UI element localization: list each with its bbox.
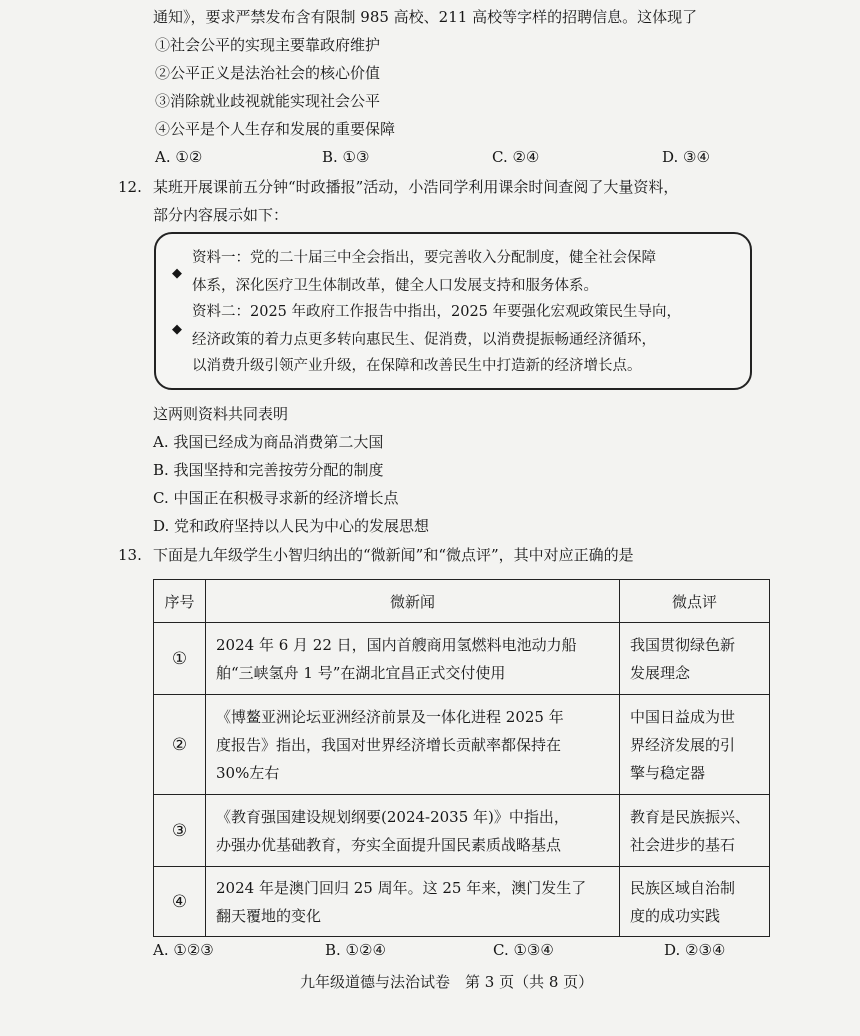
row-comment [620, 795, 770, 867]
q13-stem: 下面是九年级学生小智归纳出的“微新闻”和“微点评”，其中对应正确的是 [153, 546, 634, 564]
comment-line: 教育是民族振兴、 [630, 807, 751, 826]
header-comment: 微点评 [620, 580, 770, 623]
row-comment [620, 867, 770, 937]
comment-line: 社会进步的基石 [630, 835, 736, 854]
comment-line: 我国贯彻绿色新 [630, 635, 736, 654]
material-2-line3: 以消费升级引领产业升级，在保障和改善民生中打造新的经济增长点。 [192, 358, 642, 374]
news-line: 《博鳌亚洲论坛亚洲经济前景及一体化进程 2025 年 [216, 707, 564, 726]
q11-statement-1: ①社会公平的实现主要靠政府维护 [155, 36, 381, 54]
row-number: ③ [154, 795, 206, 867]
bullet-diamond-icon: ◆ [172, 322, 182, 337]
material-2-line1: 资料二：2025 年政府工作报告中指出，2025 年要强化宏观政策民生导向， [192, 304, 682, 320]
comment-line: 发展理念 [630, 663, 691, 682]
table-row [154, 695, 770, 795]
table-row [154, 795, 770, 867]
page-footer: 九年级道德与法治试卷 第 3 页（共 8 页） [300, 973, 594, 991]
comment-line: 民族区域自治制 [630, 878, 736, 897]
table-row [154, 623, 770, 695]
news-table [153, 579, 770, 937]
comment-line: 中国日益成为世 [630, 707, 736, 726]
comment-line: 界经济发展的引 [630, 735, 736, 754]
q13-number: 13. [118, 546, 142, 564]
news-line: 度报告》指出，我国对世界经济增长贡献率都保持在 [216, 735, 562, 754]
news-line: 2024 年 6 月 22 日，国内首艘商用氢燃料电池动力船 [216, 635, 577, 654]
q11-stem-tail: 通知》，要求严禁发布含有限制 985 高校、211 高校等字样的招聘信息。这体现了 [153, 8, 698, 26]
q12-option-b[interactable]: B. 我国坚持和完善按劳分配的制度 [153, 461, 384, 479]
news-line: 办强办优基础教育，夯实全面提升国民素质战略基点 [216, 835, 562, 854]
q13-option-b[interactable]: B. ①②④ [325, 941, 386, 959]
row-news [206, 795, 620, 867]
q12-option-d[interactable]: D. 党和政府坚持以人民为中心的发展思想 [153, 517, 430, 535]
row-news [206, 695, 620, 795]
comment-line: 度的成功实践 [630, 906, 721, 925]
q11-statement-3: ③消除就业歧视就能实现社会公平 [155, 92, 381, 110]
q12-number: 12. [118, 178, 142, 196]
news-line: 2024 年是澳门回归 25 周年。这 25 年来，澳门发生了 [216, 878, 587, 897]
material-2-line2: 经济政策的着力点更多转向惠民生、促消费，以消费提振畅通经济循环， [192, 332, 656, 348]
news-line: 舶“三峡氢舟 1 号”在湖北宜昌正式交付使用 [216, 663, 506, 682]
q12-stem-line1: 某班开展课前五分钟“时政播报”活动，小浩同学利用课余时间查阅了大量资料， [153, 178, 679, 196]
q12-option-a[interactable]: A. 我国已经成为商品消费第二大国 [153, 433, 384, 451]
row-number: ④ [154, 867, 206, 937]
header-number: 序号 [154, 580, 206, 623]
table-row [154, 867, 770, 937]
q11-statement-4: ④公平是个人生存和发展的重要保障 [155, 120, 396, 138]
q12-stem-line2: 部分内容展示如下： [153, 206, 289, 224]
material-1-line1: 资料一：党的二十届三中全会指出，要完善收入分配制度，健全社会保障 [192, 250, 656, 266]
row-number: ② [154, 695, 206, 795]
q11-option-d[interactable]: D. ③④ [662, 148, 710, 166]
row-comment [620, 623, 770, 695]
q11-option-a[interactable]: A. ①② [155, 148, 203, 166]
material-1-line2: 体系，深化医疗卫生体制改革，健全人口发展支持和服务体系。 [192, 278, 598, 294]
materials-box [154, 232, 752, 390]
bullet-diamond-icon: ◆ [172, 266, 182, 281]
row-number: ① [154, 623, 206, 695]
comment-line: 擎与稳定器 [630, 763, 706, 782]
q12-question: 这两则资料共同表明 [153, 405, 289, 423]
q13-option-c[interactable]: C. ①③④ [493, 941, 554, 959]
q13-option-a[interactable]: A. ①②③ [153, 941, 214, 959]
row-news [206, 623, 620, 695]
q11-statement-2: ②公平正义是法治社会的核心价值 [155, 64, 381, 82]
news-line: 30%左右 [216, 763, 280, 782]
table-header-row [154, 580, 770, 623]
header-news: 微新闻 [206, 580, 620, 623]
q12-option-c[interactable]: C. 中国正在积极寻求新的经济增长点 [153, 489, 399, 507]
q11-option-b[interactable]: B. ①③ [322, 148, 370, 166]
news-line: 《教育强国建设规划纲要(2024-2035 年)》中指出， [216, 807, 569, 826]
news-line: 翻天覆地的变化 [216, 906, 322, 925]
q11-option-c[interactable]: C. ②④ [492, 148, 540, 166]
row-comment [620, 695, 770, 795]
q13-option-d[interactable]: D. ②③④ [664, 941, 726, 959]
row-news [206, 867, 620, 937]
